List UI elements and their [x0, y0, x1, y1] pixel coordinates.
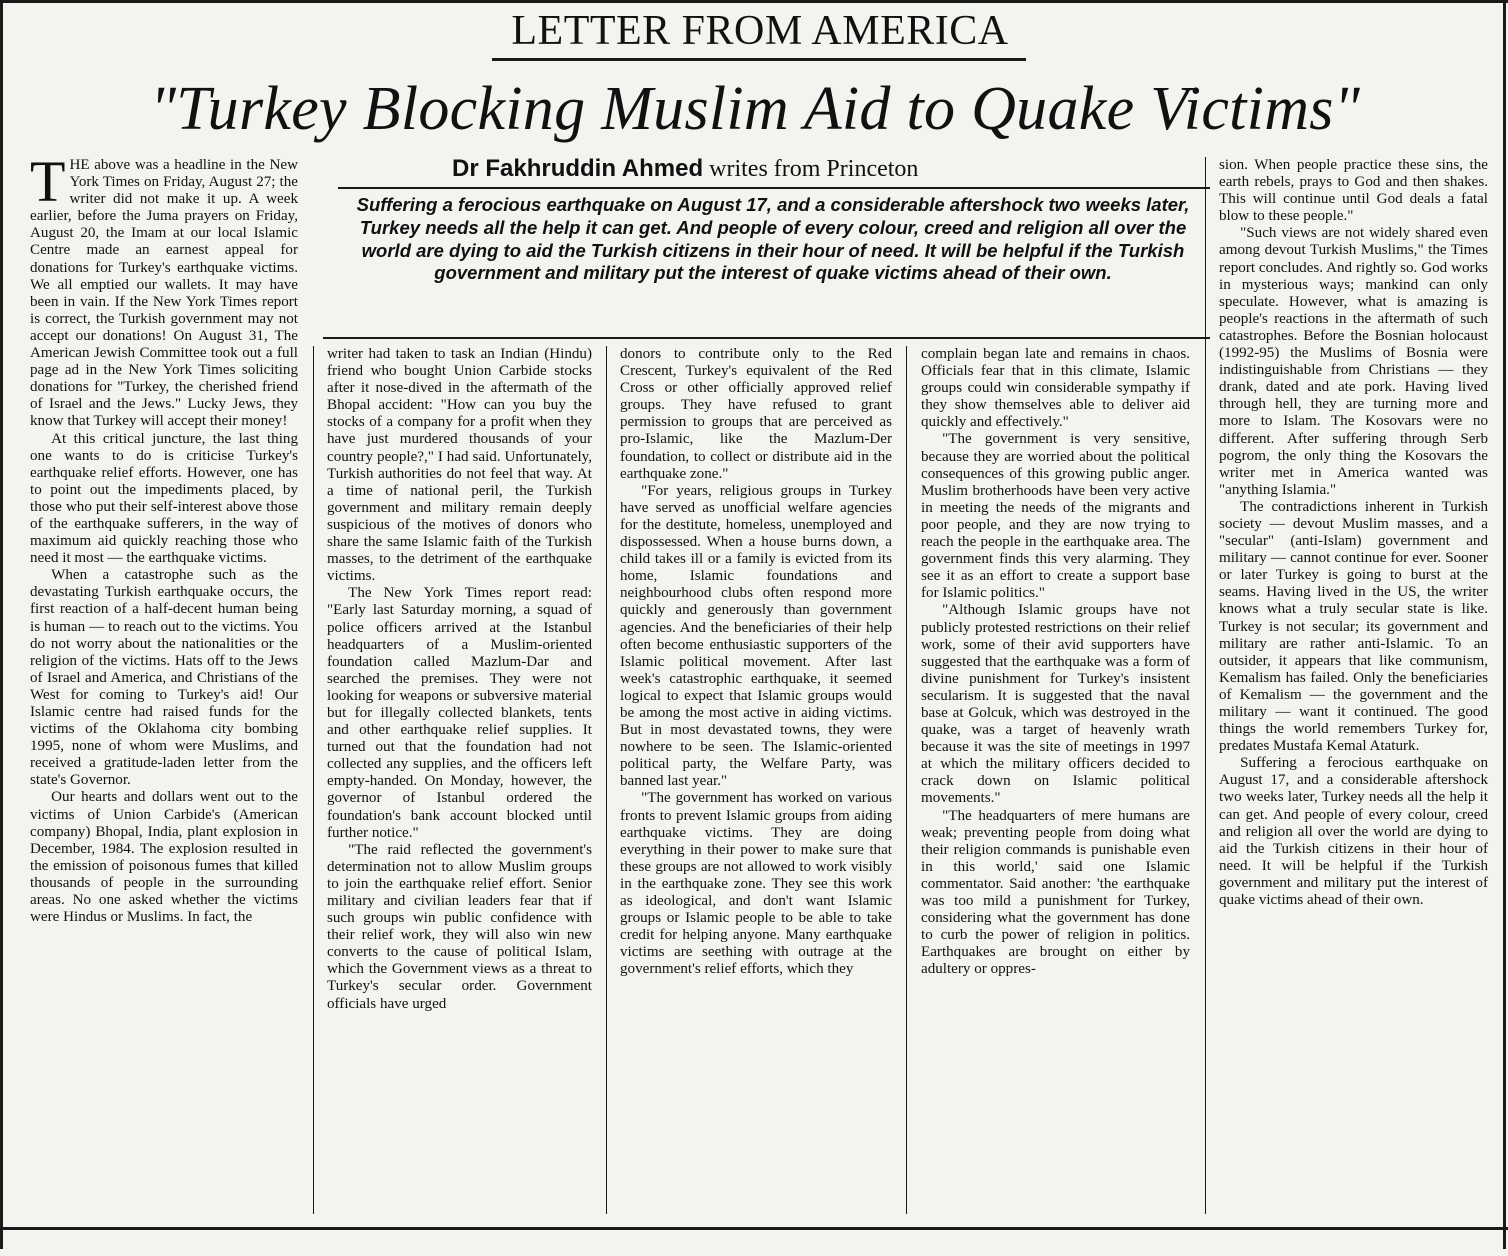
- column-4: [921, 346, 1190, 978]
- right-border-rule: [1503, 0, 1506, 1249]
- standfirst-top-rule: [338, 187, 1210, 189]
- article-paragraph: The New York Times report read: "Early last Saturday morning, a squad of police officers arrived at the Istanbul headquarters of a Muslim-oriented foundation called Mazlum-Dar and searched the premises. They were not looking for weapons or subversive material but for illegally collected blankets, tents and other earthquake relief supplies. It turned out that the foundation had not collected any supplies, and the officers left empty-handed. On Monday, however, the governor of Istanbul ordered the foundation's bank account blocked until further notice.": [327, 585, 592, 841]
- column-rule: [906, 346, 907, 1214]
- article-paragraph: "Such views are not widely shared even among devout Turkish Muslims," the Times report concludes. And rightly so. God works in mysterious ways; mankind can only speculate. However, what is amazing is people's reactions in the aftermath of such catastrophes. Before the Bosnian holocaust (1992-95) the Muslims of Bosnia were indistinguishable from Christians — they drank, dated and ate pork. Having lived through hell, they are turning more and more to Islam. The Kosovars were no different. After suffering through Serb pogrom, the only thing the Kosovars the writer met in America wanted was "anything Islamia.": [1219, 225, 1488, 498]
- article-paragraph: At this critical juncture, the last thing one wants to do is criticise Turkey's earthquake relief efforts. However, one has to point out the impediments placed, by those who put their self-interest above those of the earthquake sufferers, in the way of maximum aid quickly reaching those who need it most — the earthquake victims.: [30, 430, 298, 567]
- column-2: [327, 346, 592, 1013]
- article-paragraph: "The raid reflected the government's determination not to allow Muslim groups to join the earthquake relief effort. Senior military and civilian leaders fear that if such groups win public confidence with their relief work, they will also win new converts to the cause of political Islam, which the Government views as a threat to Turkey's secular order. Government officials have urged: [327, 841, 592, 1012]
- byline-author: Dr Fakhruddin Ahmed: [452, 155, 704, 182]
- column-5: [1219, 157, 1488, 909]
- article-paragraph: "The government has worked on various fronts to prevent Islamic groups from aiding earthquake victims. They are doing everything in their power to make sure that these groups are not allowed to work visibly in the earthquake zone. They see this work as ideological, and don't want Islamic groups or Islamic people to be able to take credit for helping anyone. Many earthquake victims are seething with outrage at the government's relief efforts, which they: [620, 790, 892, 978]
- byline-location: writes from Princeton: [709, 156, 919, 182]
- article-paragraph: "The government is very sensitive, because they are worried about the political consequences of this growing public anger. Muslim brotherhoods have been very active in meeting the needs of the migrants and poor people, and they are now trying to reach the people in the earthquake area. The government finds this very alarming. They see it as an effort to create a support base for Islamic politics.": [921, 431, 1190, 602]
- headline: "Turkey Blocking Muslim Aid to Quake Victims": [149, 75, 1361, 143]
- article-paragraph: Our hearts and dollars went out to the victims of Union Carbide's (American company) Bhopal, India, plant explosion in December, 1984. The explosion resulted in the emission of poisonous fumes that killed thousands of people in the surrounding areas. No one asked whether the victims were Hindus or Muslims. In fact, the: [30, 789, 298, 926]
- article-paragraph: When a catastrophe such as the devastating Turkish earthquake occurs, the first reaction of a half-decent human being is human — to reach out to the victims. You do not worry about the nationalities or the religion of the victims. Hats off to the Jews of Israel and America, and Christians of the West for coming to Turkey's aid! Our Islamic centre had raised funds for the victims of the Oklahoma city bombing 1995, none of whom were Muslims, and received a gratitude-laden letter from the state's Governor.: [30, 567, 298, 789]
- section-label: LETTER FROM AMERICA: [511, 8, 1009, 54]
- top-border-rule: [0, 0, 1508, 3]
- column-3: [620, 346, 892, 978]
- article-paragraph: writer had taken to task an Indian (Hindu) friend who bought Union Carbide stocks after it nose-dived in the aftermath of the Bhopal accident: "How can you buy the stocks of a company for a profit when they have just murdered thousands of your country people?," I had said. Unfortunately, Turkish authorities do not feel that way. At a time of national peril, the Turkish government and military remain deeply suspicious of the motives of donors who share the same Islamic faith of the Turkish masses, to the detriment of the earthquake victims.: [327, 346, 592, 585]
- left-border-rule: [0, 0, 3, 1249]
- article-paragraph: complain began late and remains in chaos. Officials fear that in this climate, Islamic groups could win considerable sympathy if they show themselves able to deliver aid quickly and effectively.": [921, 346, 1190, 431]
- article-paragraph: The contradictions inherent in Turkish society — devout Muslim masses, and a "secular" (anti-Islam) government and military — cannot continue for ever. Sooner or later Turkey is going to burst at the seams. Having lived in the US, the writer knows what a truly secular state is like. Turkey is not secular; its government and military are rather anti-Islamic. To an outsider, it appears that like communism, Kemalism has failed. Only the beneficiaries of Kemalism — the government and the military — want it continued. The good things the world remembers Turkey for, predates Mustafa Kemal Ataturk.: [1219, 498, 1488, 755]
- article-paragraph: sion. When people practice these sins, the earth rebels, prays to God and then shakes. This will continue until God deals a fatal blow to these people.": [1219, 157, 1488, 225]
- article-paragraph: donors to contribute only to the Red Crescent, Turkey's equivalent of the Red Cross or other officially approved relief groups. They have refused to grant permission to groups that are perceived as pro-Islamic, like the Mazlum-Der foundation, to collect or distribute aid in the earthquake zone.": [620, 346, 892, 482]
- standfirst-bottom-rule: [323, 337, 1210, 339]
- article-paragraph: "Although Islamic groups have not publicly protested restrictions on their relief work, some of their avid supporters have suggested that the earthquake was a form of divine punishment for Turkey's insistent secularism. It is suggested that the naval base at Golcuk, which was destroyed in the quake, was a target of heavenly wrath because it was the site of meetings in 1997 at which the military officers decided to crack down on Islamic political movements.": [921, 602, 1190, 807]
- article-paragraph: "The headquarters of mere humans are weak; preventing people from doing what their religion commands is punishable even in this world,' said one Islamic commentator. Said another: 'the earthquake was too mild a punishment for Turkey, considering what the government has done to curb the power of religion in politics. Earthquakes are brought on either by adultery or oppres-: [921, 807, 1190, 978]
- byline: [452, 152, 1152, 186]
- bottom-rule: [0, 1227, 1508, 1230]
- article-paragraph: THE above was a headline in the New York Times on Friday, August 27; the writer did not make it up. A week earlier, before the Juma prayers on Friday, August 20, the Imam at our local Islamic Centre made an earnest appeal for donations for Turkey's earthquake victims. We all emptied our wallets. It may have been in vain. If the New York Times report is correct, the Turkish government may not accept our donations! On August 31, The American Jewish Committee took out a full page ad in the New York Times soliciting donations for "Turkey, the cherished friend of Israel and the Jews." Lucky Jews, they know that Turkey will accept their money!: [30, 149, 298, 430]
- article-paragraph: "For years, religious groups in Turkey have served as unofficial welfare agencies for the destitute, homeless, unemployed and dispossessed. When a house burns down, a child takes ill or a family is evicted from its home, Islamic foundations and neighbourhood clubs often respond more quickly and generously than government agencies. And the beneficiaries of their help often become enthusiastic supporters of the Islamic political movement. After last week's catastrophic earthquake, it seemed logical to expect that Islamic groups would be among the most active in aiding victims. But in most devastated towns, they were nowhere to be seen. The Islamic-oriented political party, the Welfare Party, was banned last year.": [620, 482, 892, 790]
- column-rule: [606, 346, 607, 1214]
- standfirst: Suffering a ferocious earthquake on August 17, and a considerable aftershock two weeks later, Turkey needs all the help it can get. And people of every colour, creed and religion all over the world are dying to aid the Turkish citizens in their hour of need. It will be helpful if the Turkish government and military put the interest of quake victims ahead of their own.: [356, 194, 1190, 284]
- section-label-underline: [492, 58, 1026, 61]
- article-paragraph: Suffering a ferocious earthquake on August 17, and a considerable aftershock two weeks later, Turkey needs all the help it can get. And people of every colour, creed and religion all over the world are dying to aid the Turkish citizens in their hour of need. It will be helpful if the Turkish government and military put the interest of quake victims ahead of their own.: [1219, 755, 1488, 909]
- drop-cap: T: [30, 149, 66, 214]
- column-rule: [313, 346, 314, 1214]
- next-article-headline-fragment: [120, 1236, 1420, 1256]
- column-rule: [1205, 157, 1206, 1214]
- column-1: [30, 149, 298, 926]
